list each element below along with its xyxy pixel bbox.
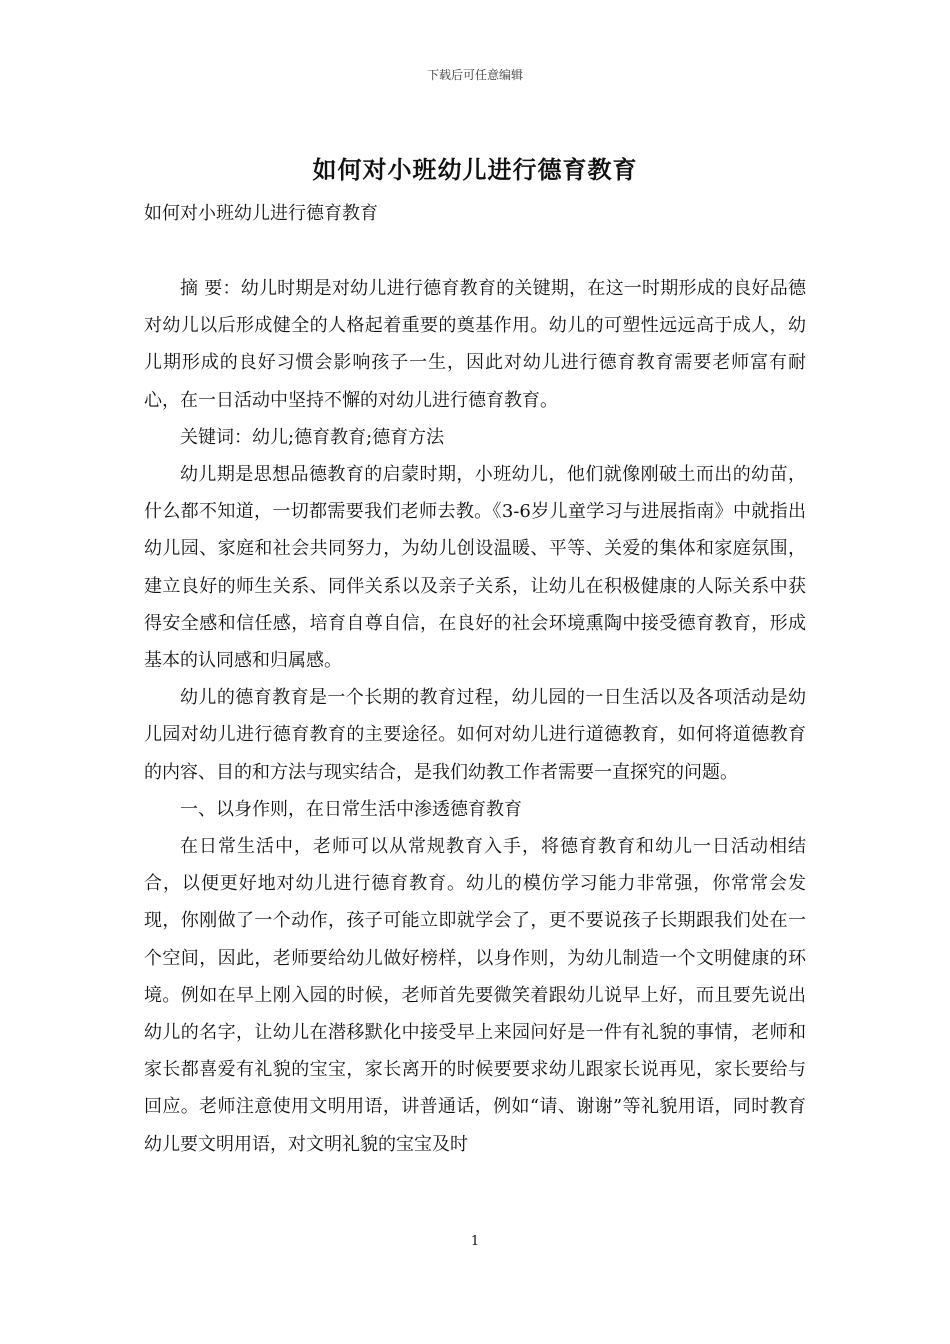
body-paragraph: 在日常生活中，老师可以从常规教育入手，将德育教育和幼儿一日活动相结合，以便更好地对幼儿进行德育教育。幼儿的模仿学习能力非常强，你常常会发现，你刚做了一个动作，孩子可能立即就学会了，更不要说孩子长期跟我们处在一个空间，因此，老师要给幼儿做好榜样，以身作则，为幼儿制造一个文明健康的环境。例如在早上刚入园的时候，老师首先要微笑着跟幼儿说早上好，而且要先说出幼儿的名字，让幼儿在潜移默化中接受早上来园问好是一件有礼貌的事情，老师和家长都喜爱有礼貌的宝宝，家长离开的时候要要求幼儿跟家长说再见，家长要给与回应。老师注意使用文明用语，讲普通话，例如“请、谢谢”等礼貌用语，同时教育幼儿要文明用语，对文明礼貌的宝宝及时: [144, 836, 806, 1155]
abstract-paragraph: 摘 要：幼儿时期是对幼儿进行德育教育的关键期，在这一时期形成的良好品德对幼儿以后形成健全的人格起着重要的奠基作用。幼儿的可塑性远远高于成人，幼儿期形成的良好习惯会影响孩子一生，因此对幼儿进行德育教育需要老师富有耐心，在一日活动中坚持不懈的对幼儿进行德育教育。: [144, 278, 806, 411]
keywords-paragraph: 关键词：幼儿;德育教育;德育方法: [180, 426, 445, 448]
section-heading: 一、以身作则，在日常生活中渗透德育教育: [180, 798, 522, 820]
page-number: 1: [470, 1234, 480, 1249]
document-body: [144, 270, 806, 1163]
document-subtitle: 如何对小班幼儿进行德育教育: [144, 203, 378, 224]
body-paragraph: 幼儿的德育教育是一个长期的教育过程，幼儿园的一日生活以及各项活动是幼儿园对幼儿进行德育教育的主要途径。如何对幼儿进行道德教育，如何将道德教育的内容、目的和方法与现实结合，是我们幼教工作者需要一直探究的问题。: [144, 687, 806, 783]
page-header-note: 下载后可任意编辑: [426, 68, 523, 82]
body-paragraph: 幼儿期是思想品德教育的启蒙时期，小班幼儿，他们就像刚破土而出的幼苗，什么都不知道，一切都需要我们老师去教。《3-6岁儿童学习与进展指南》中就指出幼儿园、家庭和社会共同努力，为幼儿创设温暖、平等、关爱的集体和家庭氛围，建立良好的师生关系、同伴关系以及亲子关系，让幼儿在积极健康的人际关系中获得安全感和信任感，培育自尊自信，在良好的社会环境熏陶中接受德育教育，形成基本的认同感和归属感。: [144, 464, 806, 672]
document-title: 如何对小班幼儿进行德育教育: [312, 156, 638, 184]
